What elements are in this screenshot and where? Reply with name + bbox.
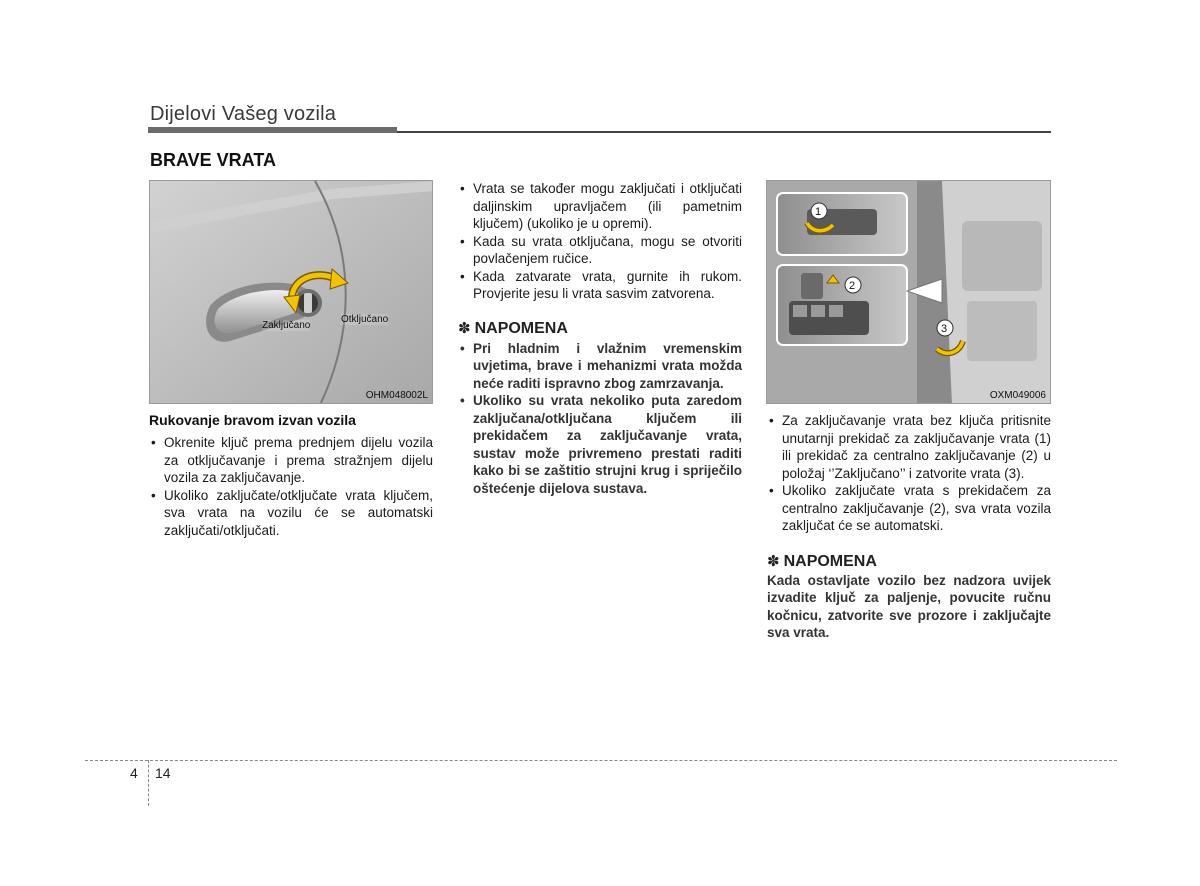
exterior-lock-list xyxy=(149,434,433,539)
interior-lock-list xyxy=(767,412,1051,535)
page-number: 14 xyxy=(155,765,171,781)
list-item: • Za zaključavanje vrata bez ključa pritisnite unutarnji prekidač za zaključavanje vrata (1) ili prekidač za centralno zaključavanje (2) u položaj ‘’Zaključano’’ i zatvorite vrata (3). xyxy=(767,412,1051,482)
note-heading xyxy=(458,319,742,338)
footer-vertical-divider xyxy=(148,760,149,806)
list-item: • Kada su vrata otključana, mogu se otvoriti povlačenjem ručice. xyxy=(458,233,742,268)
section-title: BRAVE VRATA xyxy=(150,150,276,170)
header-rule-thick xyxy=(148,127,397,133)
list-item: • Pri hladnim i vlažnim vremenskim uvjetima, brave i mehanizmi vrata možda neće raditi ispravno zbog zamrzavanja. xyxy=(458,340,742,393)
label-locked: Zaključano xyxy=(262,320,311,331)
note-list xyxy=(458,340,742,498)
label-unlocked: Otključano xyxy=(341,314,389,325)
column-3 xyxy=(767,412,1051,642)
header-rule-thin xyxy=(397,131,1051,133)
note-heading xyxy=(767,552,1051,571)
door-handle-illustration xyxy=(150,181,433,404)
list-item: • Ukoliko zaključate vrata s prekidačem za centralno zaključavanje (2), sva vrata vozila zaključat će se automatski. xyxy=(767,482,1051,535)
figure-code: OHM048002L xyxy=(365,390,428,401)
column-1 xyxy=(149,412,433,539)
note-title: NAPOMENA xyxy=(783,552,877,570)
interior-door-illustration xyxy=(767,181,1051,404)
marker-1: 1 xyxy=(815,206,822,218)
list-item: • Ukoliko zaključate/otključate vrata ključem, sva vrata na vozilu će se automatski zaključati/otključati. xyxy=(149,487,433,540)
note-star-icon: ✽ xyxy=(767,552,780,570)
list-item: • Okrenite ključ prema prednjem dijelu vozila za otključavanje i prema stražnjem dijelu vozila za zaključavanje. xyxy=(149,434,433,487)
note-text: Kada ostavljate vozilo bez nadzora uvijek izvadite ključ za paljenje, povucite ručnu kočnicu, zatvorite sve prozore i zaključajte sva vrata. xyxy=(767,572,1051,640)
interior-door-figure xyxy=(766,180,1051,404)
column-2 xyxy=(458,180,742,497)
marker-2: 2 xyxy=(849,280,856,292)
list-item: • Kada zatvarate vrata, gurnite ih rukom. Provjerite jesu li vrata sasvim zatvorena. xyxy=(458,268,742,303)
list-item: • Vrata se također mogu zaključati i otključati daljinskim upravljačem (ili pametnim ključem) (ukoliko je u opremi). xyxy=(458,180,742,233)
remote-lock-list xyxy=(458,180,742,303)
marker-3: 3 xyxy=(941,323,948,335)
chapter-number: 4 xyxy=(130,765,138,781)
note-title: NAPOMENA xyxy=(474,319,568,337)
figure-code: OXM049006 xyxy=(989,390,1046,401)
note-star-icon: ✽ xyxy=(458,319,471,337)
footer-divider xyxy=(85,760,1117,761)
subheading-exterior-lock: Rukovanje bravom izvan vozila xyxy=(149,412,356,428)
door-handle-figure xyxy=(149,180,433,404)
list-item: • Ukoliko su vrata nekoliko puta zaredom zaključana/otključana ključem ili prekidačem za zaključavanje vrata, sustav može privremeno prestati raditi kako bi se zaštitio strujni krug i spriječilo oštećenje dijelova sustava. xyxy=(458,392,742,497)
chapter-title: Dijelovi Vašeg vozila xyxy=(150,103,337,125)
